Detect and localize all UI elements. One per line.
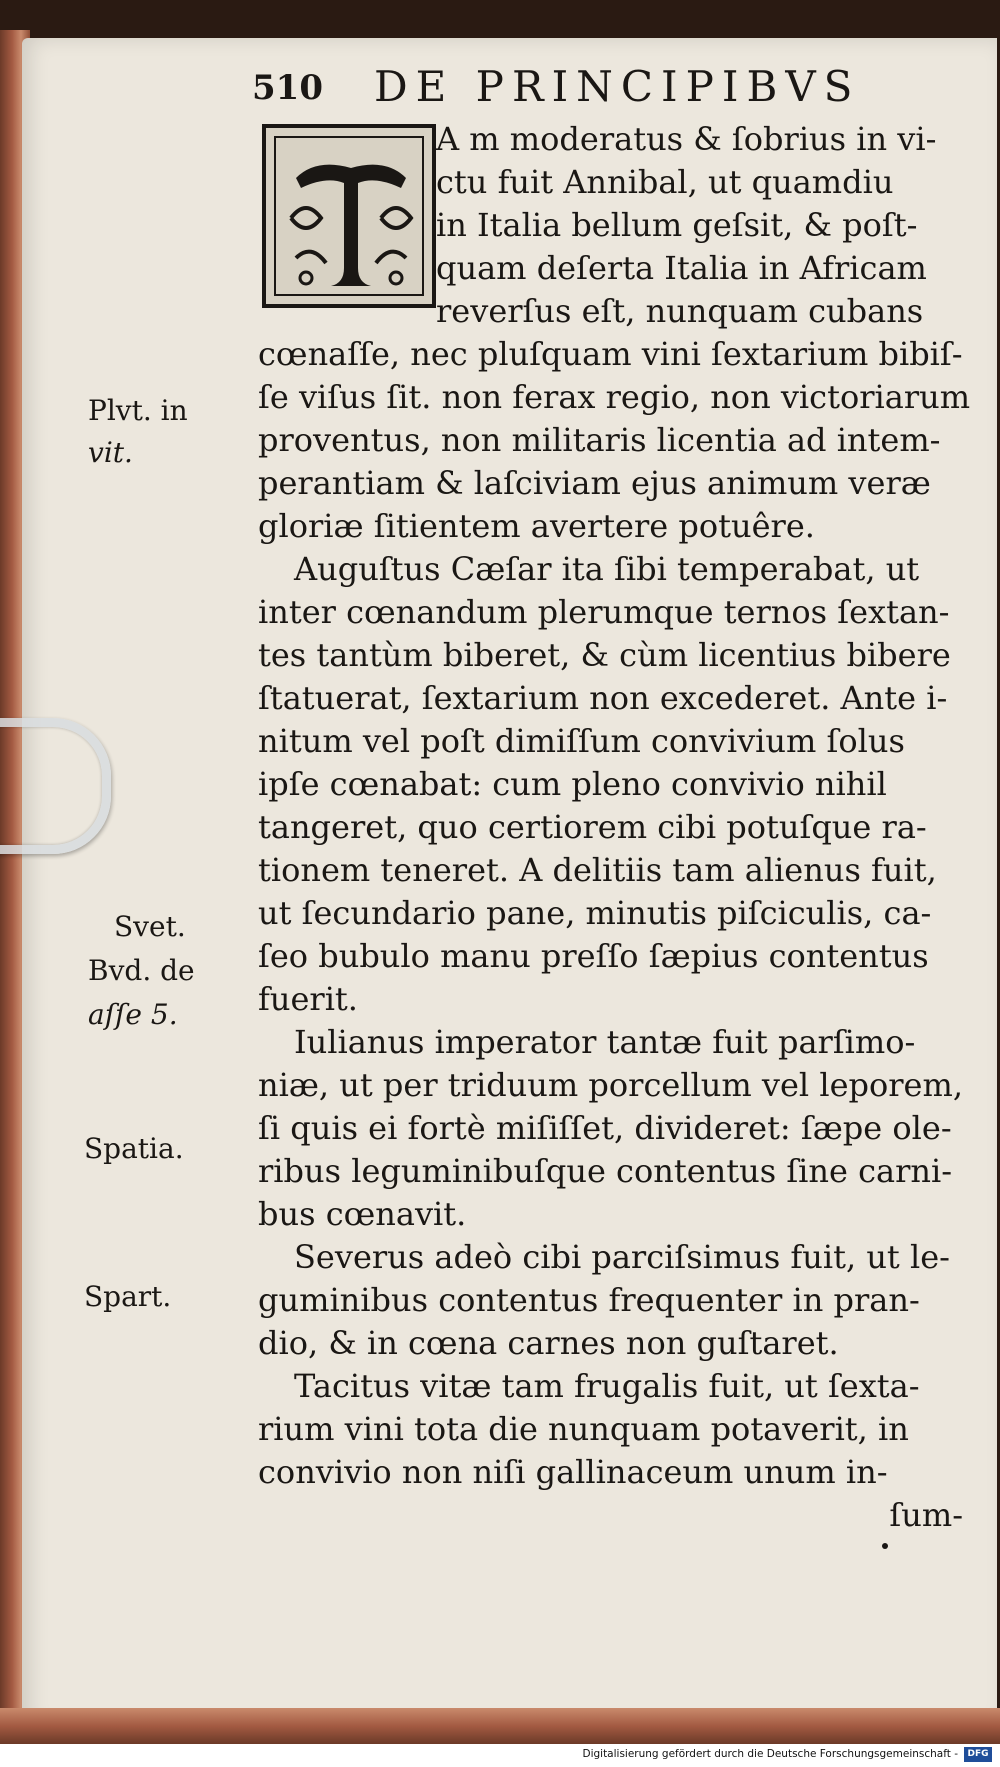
text-line: tangeret, quo certiorem cibi potuſque ra- <box>258 808 927 846</box>
text-line: rium vini tota die nunquam potaverit, in <box>258 1410 909 1448</box>
text-line: bus cœnavit. <box>258 1195 467 1233</box>
page-clip <box>0 718 111 854</box>
dfg-logo: DFG <box>964 1747 992 1762</box>
body-text <box>258 118 971 1537</box>
margin-note-suet: Svet. <box>114 910 186 943</box>
text-line: quam deſerta Italia in Africam <box>436 249 927 287</box>
catchword: ſum- <box>889 1496 963 1534</box>
text-line: nitum vel poſt dimiſſum convivium ſolus <box>258 722 905 760</box>
text-line: inter cœnandum plerumque ternos ſextan- <box>258 593 950 631</box>
running-head: DE PRINCIPIBVS <box>374 62 861 111</box>
footer-bar <box>0 1744 1000 1767</box>
text-line: fuerit. <box>258 980 358 1018</box>
text-line: proventus, non militaris licentia ad intem- <box>258 421 941 459</box>
funding-credit: Digitalisierung gefördert durch die Deutsche Forschungsgemeinschaft - <box>582 1748 958 1760</box>
text-line: convivio non niſi gallinaceum unum in- <box>258 1453 888 1491</box>
text-line: in Italia bellum geſsit, & poſt- <box>436 206 918 244</box>
text-line: niæ, ut per triduum porcellum vel leporem, <box>258 1066 963 1104</box>
book-bottom-edge <box>0 1708 1000 1744</box>
text-line: Tacitus vitæ tam frugalis fuit, ut ſexta- <box>294 1367 920 1405</box>
text-line: dio, & in cœna carnes non guſtaret. <box>258 1324 839 1362</box>
text-line: A m moderatus & ſobrius in vi- <box>436 120 937 158</box>
text-line: guminibus contentus frequenter in pran- <box>258 1281 920 1319</box>
text-line: Severus adeò cibi parciſsimus fuit, ut le- <box>294 1238 950 1276</box>
text-line: ſe viſus ſit. non ferax regio, non victoriarum <box>258 378 971 416</box>
page-header <box>252 62 892 112</box>
page-speck <box>882 1543 888 1549</box>
margin-note-bud-asse: aſſe 5. <box>88 998 178 1031</box>
margin-note-spart: Spart. <box>84 1280 172 1313</box>
text-line: reverſus eſt, nunquam cubans <box>436 292 924 330</box>
margin-note-bud: Bvd. de <box>88 954 195 987</box>
text-line: ſeo bubulo manu preſſo ſæpius contentus <box>258 937 929 975</box>
text-line: ut ſecundario pane, minutis piſciculis, ca- <box>258 894 932 932</box>
text-line: gloriæ ſitientem avertere potuêre. <box>258 507 815 545</box>
text-line: ſi quis ei fortè miſiſſet, divideret: ſæpe ole- <box>258 1109 952 1147</box>
text-line: Iulianus imperator tantæ fuit parſimo- <box>294 1023 916 1061</box>
margin-note-spatia: Spatia. <box>84 1132 184 1165</box>
text-line: tionem teneret. A delitiis tam alienus fuit, <box>258 851 937 889</box>
text-line: perantiam & laſciviam ejus animum veræ <box>258 464 931 502</box>
page-number: 510 <box>252 68 323 108</box>
text-line: cœnaſſe, nec pluſquam vini ſextarium bibiſ- <box>258 335 963 373</box>
margin-note-plut: Plvt. in <box>88 394 188 427</box>
text-line: ctu fuit Annibal, ut quamdiu <box>436 163 894 201</box>
text-line: ipſe cœnabat: cum pleno convivio nihil <box>258 765 887 803</box>
text-line: tes tantùm biberet, & cùm licentius bibere <box>258 636 951 674</box>
text-line: ſtatuerat, ſextarium non excederet. Ante i- <box>258 679 948 717</box>
margin-note-plut-vit: vit. <box>88 436 133 469</box>
text-line: ribus leguminibuſque contentus ſine carni- <box>258 1152 953 1190</box>
text-line: Auguſtus Cæſar ita ſibi temperabat, ut <box>294 550 920 588</box>
